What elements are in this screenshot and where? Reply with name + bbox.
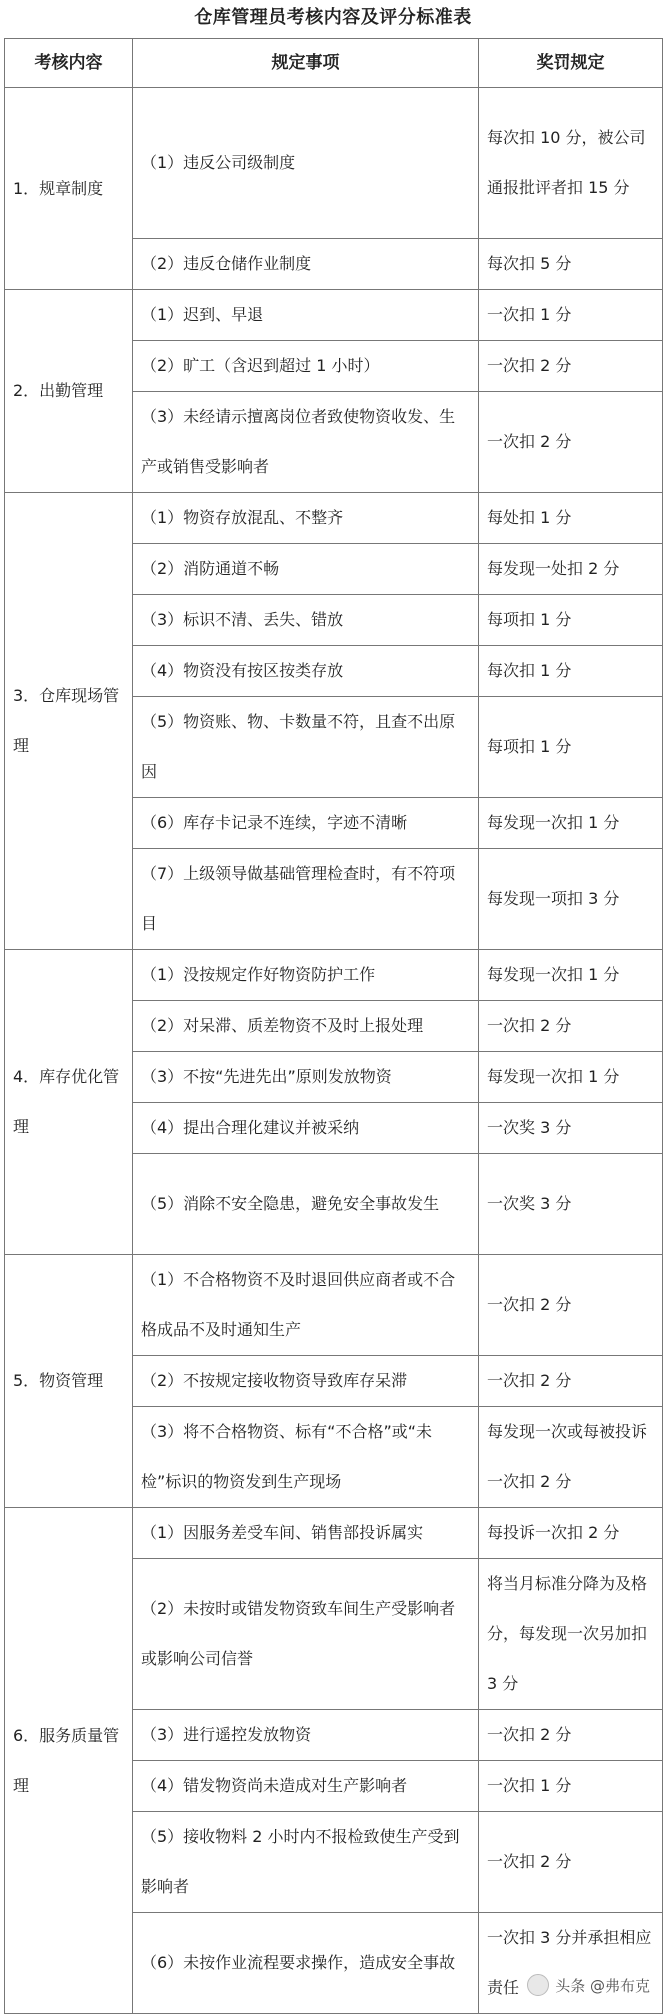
item-cell: （3）将不合格物资、标有“不合格”或“未检”标识的物资发到生产现场: [133, 1407, 479, 1508]
rule-cell: 每次扣 10 分，被公司通报批评者扣 15 分: [479, 88, 663, 239]
item-cell: （2）不按规定接收物资导致库存呆滞: [133, 1356, 479, 1407]
header-rule: 奖罚规定: [479, 39, 663, 88]
item-cell: （3）未经请示擅离岗位者致使物资收发、生产或销售受影响者: [133, 392, 479, 493]
item-cell: （1）迟到、早退: [133, 290, 479, 341]
rule-cell: 每发现一处扣 2 分: [479, 544, 663, 595]
table-row: [5, 1508, 663, 1559]
item-cell: （3）标识不清、丢失、错放: [133, 595, 479, 646]
item-cell: （2）对呆滞、质差物资不及时上报处理: [133, 1001, 479, 1052]
item-cell: （2）消防通道不畅: [133, 544, 479, 595]
rule-cell: 一次扣 2 分: [479, 1001, 663, 1052]
document-title: 仓库管理员考核内容及评分标准表: [194, 7, 472, 28]
author-avatar-icon: [527, 1974, 549, 1996]
evaluation-table: [4, 38, 663, 2014]
rule-cell: 每发现一项扣 3 分: [479, 849, 663, 950]
rule-cell: 每发现一次扣 1 分: [479, 798, 663, 849]
item-cell: （1）没按规定作好物资防护工作: [133, 950, 479, 1001]
table-row: [5, 290, 663, 341]
category-cell: 1．规章制度: [5, 88, 133, 290]
item-cell: （3）进行遥控发放物资: [133, 1710, 479, 1761]
item-cell: （2）旷工（含迟到超过 1 小时）: [133, 341, 479, 392]
category-cell: 4．库存优化管理: [5, 950, 133, 1255]
rule-cell: 每次扣 1 分: [479, 646, 663, 697]
table-row: [5, 88, 663, 239]
category-cell: 6．服务质量管理: [5, 1508, 133, 2014]
item-cell: （5）接收物料 2 小时内不报检致使生产受到影响者: [133, 1812, 479, 1913]
item-cell: （5）物资账、物、卡数量不符，且查不出原因: [133, 697, 479, 798]
category-cell: 5．物资管理: [5, 1255, 133, 1508]
rule-cell: 每发现一次扣 1 分: [479, 950, 663, 1001]
item-cell: （5）消除不安全隐患，避免安全事故发生: [133, 1154, 479, 1255]
rule-cell: 一次扣 2 分: [479, 1812, 663, 1913]
item-cell: （6）未按作业流程要求操作，造成安全事故: [133, 1913, 479, 2014]
rule-cell: 一次扣 2 分: [479, 1356, 663, 1407]
rule-cell: 一次奖 3 分: [479, 1103, 663, 1154]
item-cell: （2）未按时或错发物资致车间生产受影响者或影响公司信誉: [133, 1559, 479, 1710]
table-row: [5, 493, 663, 544]
rule-cell: 每次扣 5 分: [479, 239, 663, 290]
rule-cell: 每投诉一次扣 2 分: [479, 1508, 663, 1559]
header-item: 规定事项: [133, 39, 479, 88]
watermark-text: 头条 @弗布克: [555, 1976, 650, 1995]
item-cell: （7）上级领导做基础管理检查时，有不符项目: [133, 849, 479, 950]
category-cell: 2．出勤管理: [5, 290, 133, 493]
category-cell: 3．仓库现场管理: [5, 493, 133, 950]
table-row: [5, 950, 663, 1001]
rule-cell: 一次扣 3 分并承担相应责任: [479, 1913, 663, 2014]
table-row: [5, 1255, 663, 1356]
rule-cell: 每发现一次扣 1 分: [479, 1052, 663, 1103]
item-cell: （4）提出合理化建议并被采纳: [133, 1103, 479, 1154]
rule-cell: 一次奖 3 分: [479, 1154, 663, 1255]
rule-cell: 每处扣 1 分: [479, 493, 663, 544]
item-cell: （1）不合格物资不及时退回供应商者或不合格成品不及时通知生产: [133, 1255, 479, 1356]
item-cell: （1）物资存放混乱、不整齐: [133, 493, 479, 544]
table-header-row: [5, 39, 663, 88]
rule-cell: 将当月标准分降为及格分，每发现一次另加扣 3 分: [479, 1559, 663, 1710]
rule-cell: 一次扣 2 分: [479, 1710, 663, 1761]
rule-cell: 一次扣 1 分: [479, 1761, 663, 1812]
watermark: [521, 1972, 656, 1998]
item-cell: （1）因服务差受车间、销售部投诉属实: [133, 1508, 479, 1559]
rule-cell: 每项扣 1 分: [479, 595, 663, 646]
rule-cell: 每项扣 1 分: [479, 697, 663, 798]
header-category: 考核内容: [5, 39, 133, 88]
item-cell: （1）违反公司级制度: [133, 88, 479, 239]
rule-cell: 一次扣 2 分: [479, 1255, 663, 1356]
rule-cell: 一次扣 1 分: [479, 290, 663, 341]
item-cell: （4）物资没有按区按类存放: [133, 646, 479, 697]
rule-cell: 每发现一次或每被投诉一次扣 2 分: [479, 1407, 663, 1508]
item-cell: （6）库存卡记录不连续，字迹不清晰: [133, 798, 479, 849]
rule-cell: 一次扣 2 分: [479, 392, 663, 493]
item-cell: （3）不按“先进先出”原则发放物资: [133, 1052, 479, 1103]
rule-cell: 一次扣 2 分: [479, 341, 663, 392]
item-cell: （2）违反仓储作业制度: [133, 239, 479, 290]
item-cell: （4）错发物资尚未造成对生产影响者: [133, 1761, 479, 1812]
